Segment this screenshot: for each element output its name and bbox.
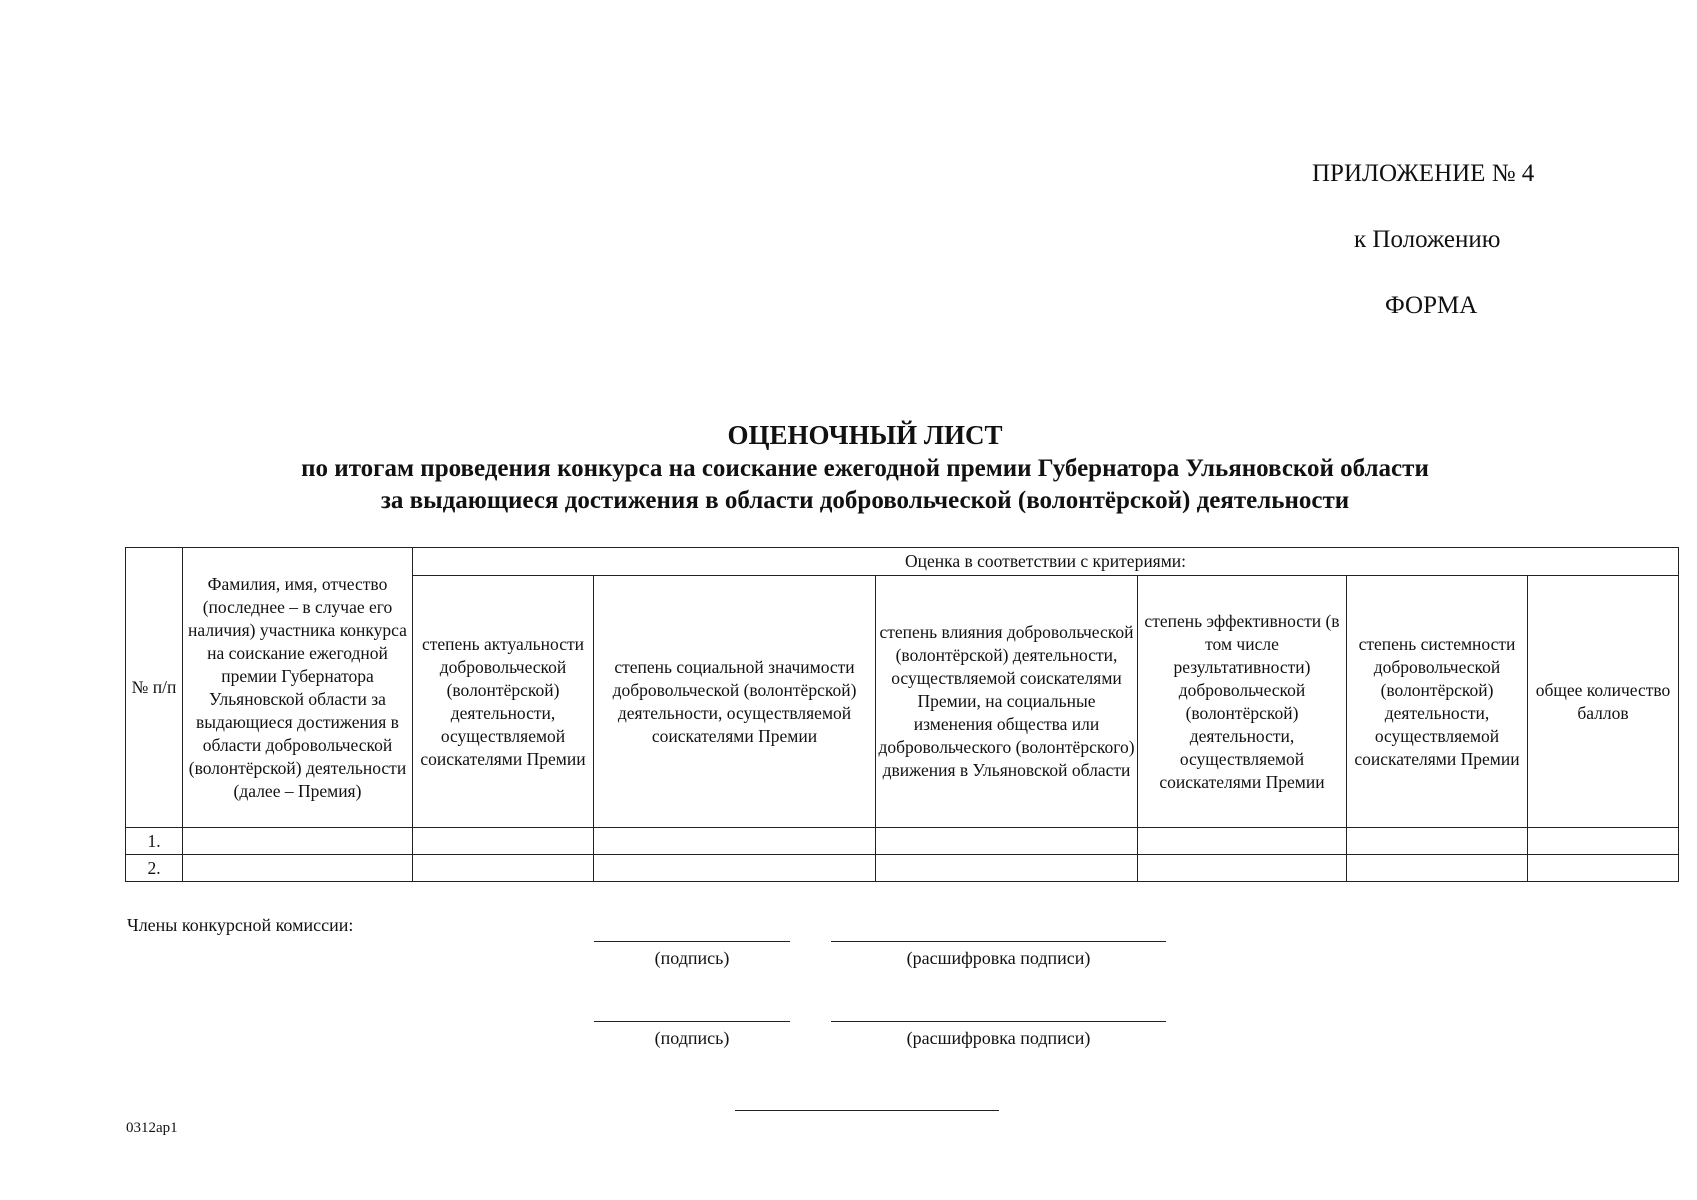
score-cell[interactable] (594, 855, 876, 882)
document-subtitle-2: за выдающиеся достижения в области добровольческой (волонтёрской) деятельности (380, 487, 1350, 514)
score-cell[interactable] (1347, 828, 1528, 855)
score-cell[interactable] (413, 828, 594, 855)
header-criteria-group: Оценка в соответствии с критериями: (413, 548, 1679, 576)
score-cell[interactable] (876, 828, 1138, 855)
header-criterion-efficiency: степень эффективности (в том числе результативности) добровольческой (волонтёрской) деятельности, осуществляемой соискателями Премии (1138, 576, 1347, 828)
signature-decoding-caption: (расшифровка подписи) (906, 948, 1091, 968)
name-cell[interactable] (183, 828, 413, 855)
header-total-score: общее количество баллов (1528, 576, 1679, 828)
row-number: 2. (126, 855, 183, 882)
score-cell[interactable] (876, 855, 1138, 882)
table-row (126, 855, 1679, 882)
document-title: ОЦЕНОЧНЫЙ ЛИСТ (727, 420, 1003, 450)
signature-decoding-line[interactable] (831, 941, 1166, 942)
score-cell[interactable] (1138, 855, 1347, 882)
appendix-title: ПРИЛОЖЕНИЕ № 4 (1312, 160, 1535, 187)
signature-line[interactable] (594, 941, 790, 942)
header-participant-name: Фамилия, имя, отчество (последнее – в случае его наличия) участника конкурса на соискание ежегодной премии Губернатора Ульяновской области за выдающиеся достижения в области добровольческой (волонтёрской) деятельности (далее – Премия) (183, 548, 413, 828)
name-cell[interactable] (183, 855, 413, 882)
document-code: 0312ap1 (126, 1120, 178, 1136)
total-cell[interactable] (1528, 855, 1679, 882)
score-cell[interactable] (413, 855, 594, 882)
header-criterion-social-significance: степень социальной значимости добровольческой (волонтёрской) деятельности, осуществляемой соискателями Премии (594, 576, 876, 828)
signature-line[interactable] (594, 1021, 790, 1022)
signature-decoding-caption: (расшифровка подписи) (906, 1028, 1091, 1048)
table-row (126, 828, 1679, 855)
header-criterion-systematic: степень системности добровольческой (волонтёрской) деятельности, осуществляемой соискателями Премии (1347, 576, 1528, 828)
evaluation-table (125, 547, 1679, 882)
closing-line (735, 1110, 999, 1111)
header-criterion-influence: степень влияния добровольческой (волонтёрской) деятельности, осуществляемой соискателями Премии, на социальные изменения общества или добровольческого (волонтёрского) движения в Ульяновской области (876, 576, 1138, 828)
score-cell[interactable] (1138, 828, 1347, 855)
total-cell[interactable] (1528, 828, 1679, 855)
appendix-form-label: ФОРМА (1385, 292, 1478, 319)
header-number: № п/п (126, 548, 183, 828)
header-criterion-relevance: степень актуальности добровольческой (волонтёрской) деятельности, осуществляемой соискателями Премии (413, 576, 594, 828)
signature-caption: (подпись) (654, 948, 730, 968)
appendix-reference: к Положению (1354, 226, 1501, 253)
document-subtitle-1: по итогам проведения конкурса на соискание ежегодной премии Губернатора Ульяновской области (301, 455, 1429, 482)
commission-members-label: Члены конкурсной комиссии: (127, 915, 354, 935)
row-number: 1. (126, 828, 183, 855)
signature-decoding-line[interactable] (831, 1021, 1166, 1022)
signature-caption: (подпись) (654, 1028, 730, 1048)
score-cell[interactable] (1347, 855, 1528, 882)
score-cell[interactable] (594, 828, 876, 855)
